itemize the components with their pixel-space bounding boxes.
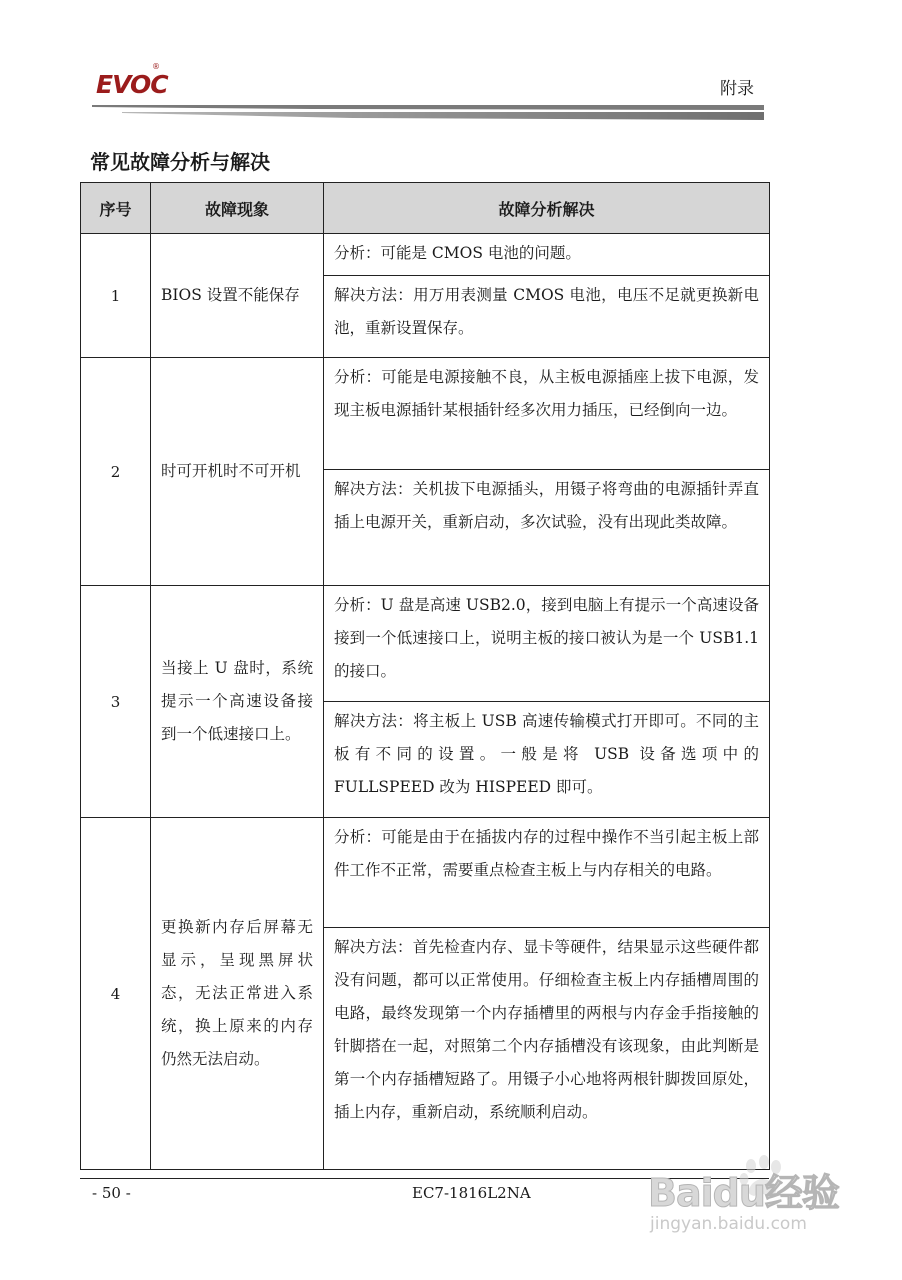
registered-mark: ®: [152, 62, 160, 71]
header-number: 序号: [81, 183, 151, 234]
row-symptom: 时可开机时不可开机: [151, 358, 324, 586]
row-solution: 解决方法：关机拔下电源插头，用镊子将弯曲的电源插针弄直插上电源开关，重新启动，多次试验，没有出现此类故障。: [324, 470, 770, 586]
page-number: - 50 -: [92, 1184, 131, 1202]
row-number: 3: [81, 586, 151, 818]
watermark-url: jingyan.baidu.com: [650, 1214, 807, 1234]
row-analysis: 分析：可能是电源接触不良，从主板电源插座上拔下电源，发现主板电源插针某根插针经多次用力插压，已经倒向一边。: [324, 358, 770, 470]
table-row: [81, 818, 770, 928]
evoc-logo: [96, 62, 166, 100]
row-solution: 解决方法：首先检查内存、显卡等硬件，结果显示这些硬件都没有问题，都可以正常使用。仔细检查主板上内存插槽周围的电路，最终发现第一个内存插槽里的两根与内存金手指接触的针脚搭在一起，对照第二个内存插槽没有该现象，由此判断是第一个内存插槽短路了。用镊子小心地将两根针脚拨回原处，插上内存，重新启动，系统顺利启动。: [324, 928, 770, 1170]
row-number: 4: [81, 818, 151, 1170]
table-header-row: [81, 183, 770, 234]
row-symptom: 当接上 U 盘时，系统提示一个高速设备接到一个低速接口上。: [151, 586, 324, 818]
table-row: [81, 358, 770, 470]
table-row: [81, 234, 770, 276]
fault-table: [80, 182, 770, 1170]
model-number: EC7-1816L2NA: [412, 1184, 531, 1202]
row-analysis: 分析：U 盘是高速 USB2.0，接到电脑上有提示一个高速设备接到一个低速接口上，说明主板的接口被认为是一个 USB1.1 的接口。: [324, 586, 770, 702]
row-solution: 解决方法：将主板上 USB 高速传输模式打开即可。不同的主板有不同的设置。一般是将 USB 设备选项中的 FULLSPEED 改为 HISPEED 即可。: [324, 702, 770, 818]
table-row: [81, 586, 770, 702]
row-number: 1: [81, 234, 151, 358]
section-label: 附录: [720, 79, 754, 99]
row-analysis: 分析：可能是 CMOS 电池的问题。: [324, 234, 770, 276]
header-symptom: 故障现象: [151, 183, 324, 234]
logo-text: EVOC: [96, 70, 168, 99]
header-analysis-solution: 故障分析解决: [324, 183, 770, 234]
row-solution: 解决方法：用万用表测量 CMOS 电池，电压不足就更换新电池，重新设置保存。: [324, 276, 770, 358]
header-rule: [92, 104, 764, 122]
row-symptom: 更换新内存后屏幕无显示，呈现黑屏状态，无法正常进入系统，换上原来的内存仍然无法启动。: [151, 818, 324, 1170]
row-analysis: 分析：可能是由于在插拔内存的过程中操作不当引起主板上部件工作不正常，需要重点检查主板上与内存相关的电路。: [324, 818, 770, 928]
page-title: 常见故障分析与解决: [90, 150, 270, 174]
row-symptom: BIOS 设置不能保存: [151, 234, 324, 358]
row-number: 2: [81, 358, 151, 586]
watermark-text: Baidu经验: [648, 1171, 839, 1215]
